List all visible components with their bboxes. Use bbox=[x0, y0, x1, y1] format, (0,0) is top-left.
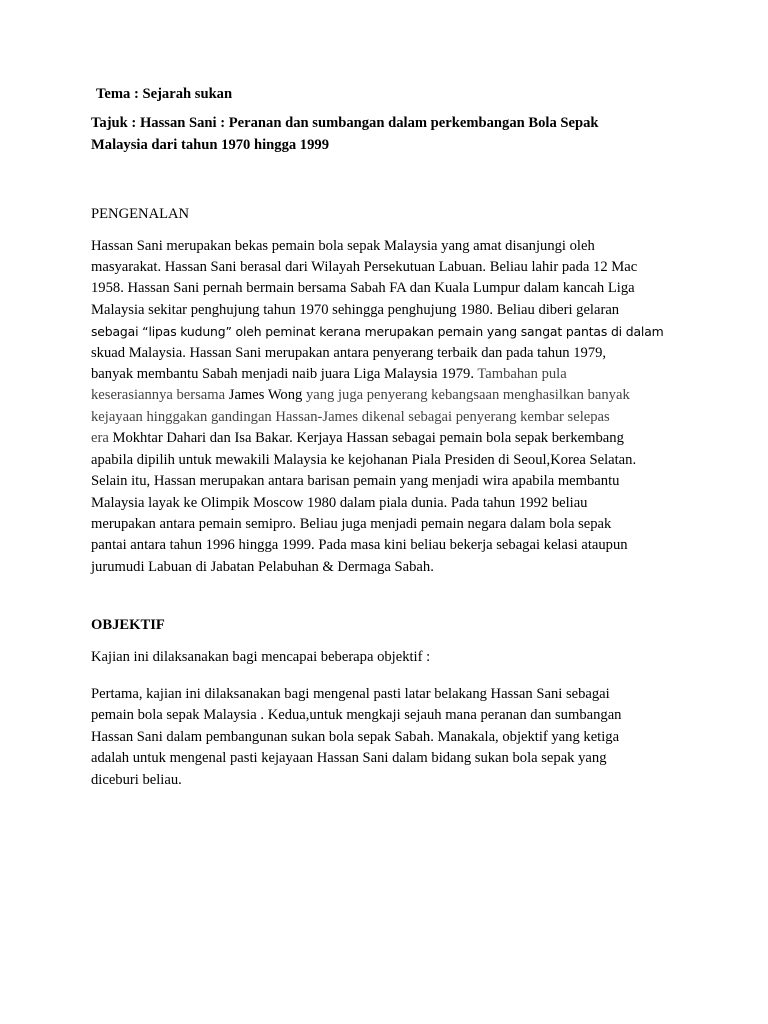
intro-line: Malaysia layak ke Olimpik Moscow 1980 dalam piala dunia. Pada tahun 1992 beliau bbox=[91, 494, 588, 511]
objective-heading: OBJEKTIF bbox=[91, 617, 165, 634]
intro-line: Hassan Sani merupakan bekas pemain bola sepak Malaysia yang amat disanjungi oleh bbox=[91, 237, 595, 254]
objective-line: adalah untuk mengenal pasti kejayaan Hassan Sani dalam bidang sukan bola sepak yang bbox=[91, 750, 607, 767]
intro-line-part: James Wong bbox=[228, 387, 303, 404]
intro-line: apabila dipilih untuk mewakili Malaysia ke kejohanan Piala Presiden di Seoul,Korea Selatan. bbox=[91, 451, 637, 468]
intro-line: skuad Malaysia. Hassan Sani merupakan antara penyerang terbaik dan pada tahun 1979, bbox=[91, 344, 607, 361]
title-block bbox=[91, 113, 691, 156]
objective-paragraph bbox=[91, 684, 691, 791]
intro-line: jurumudi Labuan di Jabatan Pelabuhan & Dermaga Sabah. bbox=[91, 558, 434, 575]
intro-line: kejayaan hinggakan gandingan Hassan-James dikenal sebagai penyerang kembar selepas bbox=[91, 408, 610, 425]
intro-heading: PENGENALAN bbox=[91, 206, 190, 223]
theme-line: Tema : Sejarah sukan bbox=[96, 86, 233, 102]
title-line-2: Malaysia dari tahun 1970 hingga 1999 bbox=[91, 136, 329, 153]
objective-line: diceburi beliau. bbox=[91, 771, 182, 788]
intro-line: merupakan antara pemain semipro. Beliau juga menjadi pemain negara dalam bola sepak bbox=[91, 515, 612, 532]
objective-line: Pertama, kajian ini dilaksanakan bagi mengenal pasti latar belakang Hassan Sani sebagai bbox=[91, 685, 610, 702]
objective-line: Hassan Sani dalam pembangunan sukan bola sepak Sabah. Manakala, objektif yang ketiga bbox=[91, 728, 620, 745]
objective-lead: Kajian ini dilaksanakan bagi mencapai beberapa objektif : bbox=[91, 648, 431, 665]
intro-paragraph bbox=[91, 236, 691, 579]
intro-line: pantai antara tahun 1996 hingga 1999. Pada masa kini beliau bekerja sebagai kelasi ataupun bbox=[91, 537, 628, 554]
intro-line bbox=[91, 385, 691, 406]
intro-line-part: Mokhtar Dahari dan Isa Bakar. Kerjaya Hassan sebagai pemain bola sepak berkembang bbox=[112, 430, 624, 447]
intro-line-part: Tambahan pula bbox=[473, 366, 567, 383]
intro-line bbox=[91, 428, 691, 449]
objective-line: pemain bola sepak Malaysia . Kedua,untuk mengkaji sejauh mana peranan dan sumbangan bbox=[91, 707, 622, 724]
intro-line-part: keserasiannya bersama bbox=[91, 387, 229, 404]
intro-line bbox=[91, 364, 691, 385]
intro-line: sebagai “lipas kudung” oleh peminat kerana merupakan pemain yang sangat pantas di dalam bbox=[91, 324, 664, 340]
intro-line-part: era bbox=[91, 430, 113, 447]
intro-line: masyarakat. Hassan Sani berasal dari Wilayah Persekutuan Labuan. Beliau lahir pada 12 Mac bbox=[91, 259, 638, 276]
title-line-1: Tajuk : Hassan Sani : Peranan dan sumbangan dalam perkembangan Bola Sepak bbox=[91, 115, 599, 132]
intro-line: 1958. Hassan Sani pernah bermain bersama Sabah FA dan Kuala Lumpur dalam kancah Liga bbox=[91, 280, 635, 297]
intro-line: Selain itu, Hassan merupakan antara barisan pemain yang menjadi wira apabila membantu bbox=[91, 473, 620, 490]
document-page bbox=[91, 84, 691, 791]
intro-line-part: yang juga penyerang kebangsaan menghasilkan banyak bbox=[302, 387, 630, 404]
intro-line: Malaysia sekitar penghujung tahun 1970 sehingga penghujung 1980. Beliau diberi gelaran bbox=[91, 301, 620, 318]
intro-line-part: banyak membantu Sabah menjadi naib juara Liga Malaysia 1979. bbox=[91, 366, 474, 383]
